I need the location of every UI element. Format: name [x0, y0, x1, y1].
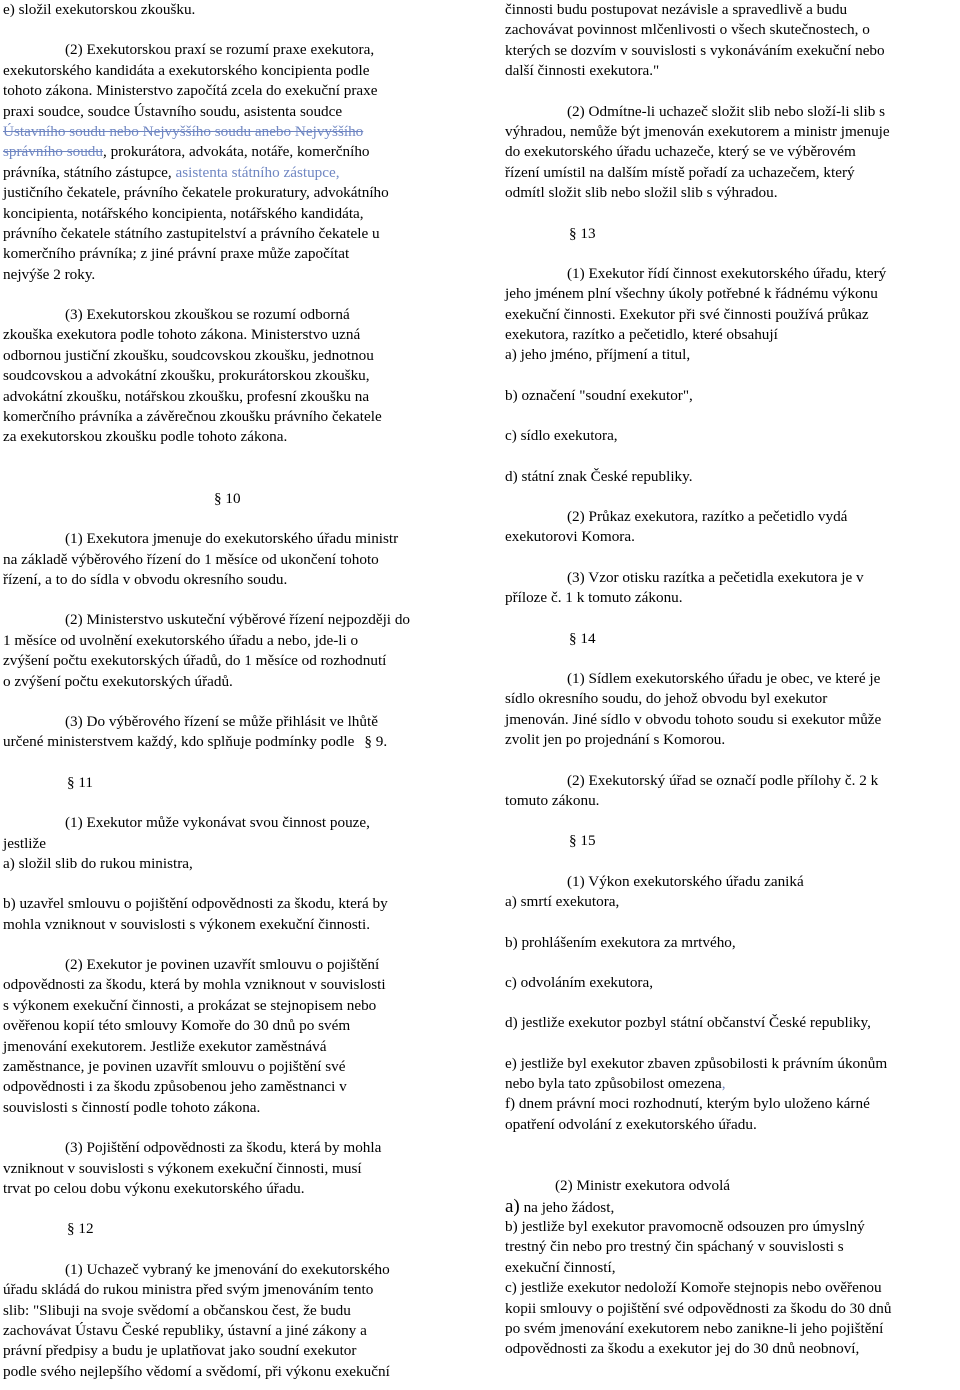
paragraph-line: trvat po celou dobu výkonu exekutorského úřadu.	[3, 1179, 305, 1197]
paragraph-line: exekutorského kandidáta a exekutorského koncipienta podle	[3, 61, 370, 79]
paragraph-line: f) dnem právní moci rozhodnutí, kterým bylo uloženo kárné	[505, 1095, 870, 1113]
right-column	[505, 0, 957, 1360]
paragraph-line: trestný čin nebo pro trestný čin spáchaný v souvislosti s	[505, 1238, 844, 1256]
paragraph-line: b) uzavřel smlouvu o pojištění odpovědnosti za škodu, která by	[3, 895, 388, 913]
paragraph-line	[3, 142, 455, 162]
section-10-paragraph-1	[3, 529, 455, 590]
paragraph-line: s výkonem exekuční činnosti, a prokázat se stejnopisem nebo	[3, 996, 377, 1014]
paragraph-line: za exekutorskou zkoušku podle tohoto zákona.	[3, 428, 288, 446]
paragraph-line: a) jeho jméno, příjmení a titul,	[505, 346, 691, 364]
paragraph-line: (2) Exekutorskou praxí se rozumí praxe exekutora,	[65, 41, 375, 59]
section-15-paragraph-1	[505, 872, 957, 1136]
paragraph-line: slib: "Slibuji na svoje svědomí a občanskou čest, že budu	[3, 1301, 351, 1319]
paragraph-line: exekuční činnosti. Exekutor při své činnosti používá průkaz	[505, 305, 869, 323]
paragraph-line: mohla vzniknout v souvislosti s výkonem exekuční činnosti.	[3, 915, 370, 933]
struck-text: Ústavního soudu nebo Nejvyššího soudu anebo Nejvyššího	[3, 122, 364, 140]
paragraph-line: (1) Exekutora jmenuje do exekutorského úřadu ministr	[65, 530, 399, 548]
paragraph-line: d) jestliže exekutor pozbyl státní občanství České republiky,	[505, 1014, 871, 1032]
section-9-paragraph-2	[3, 40, 455, 285]
paragraph-line: (3) Vzor otisku razítka a pečetidla exekutora je v	[567, 568, 864, 586]
section-15-paragraph-2	[505, 1176, 957, 1360]
section-11-paragraph-3	[3, 1138, 455, 1199]
paragraph-line: odmítl složit slib nebo složil slib s výhradou.	[505, 184, 778, 202]
paragraph-line: advokátní zkoušku, notářskou zkoušku, profesní zkoušku na	[3, 387, 370, 405]
section-heading-10: § 10	[214, 489, 241, 507]
paragraph-line: do exekutorského úřadu uchazeče, který se ve výběrovém	[505, 143, 856, 161]
paragraph-line: exekuční činností,	[505, 1258, 616, 1276]
paragraph-line: odpovědnosti i za škodu způsobenou jeho zaměstnanci v	[3, 1078, 347, 1096]
paragraph-line: c) jestliže exekutor nedoloží Komoře stejnopis nebo ověřenou	[505, 1279, 882, 1297]
paragraph-line: zkouška exekutora podle tohoto zákona. Ministerstvo uzná	[3, 326, 361, 344]
paragraph-line: a) smrtí exekutora,	[505, 893, 620, 911]
section-heading-11: § 11	[67, 773, 94, 791]
paragraph-line	[505, 1197, 957, 1217]
paragraph-line: právní předpisy a budu je uplatňovat jako soudní exekutor	[3, 1342, 357, 1360]
paragraph-line: (1) Výkon exekutorského úřadu zaniká	[567, 872, 804, 890]
paragraph-line: b) prohlášením exekutora za mrtvého,	[505, 933, 736, 951]
paragraph-line: komerčního právníka; z jiné právní praxe může započítat	[3, 245, 350, 263]
section-13-paragraph-1	[505, 264, 957, 487]
paragraph-line: zachovávat Ústavu České republiky, ústavní a jiné zákony a	[3, 1321, 367, 1339]
paragraph-line: právního čekatele státního zastupitelství a právního čekatele u	[3, 224, 380, 242]
paragraph-line: 1 měsíce od uvolnění exekutorského úřadu a nebo, jde-li o	[3, 631, 359, 649]
paragraph-line: d) státní znak České republiky.	[505, 467, 693, 485]
paragraph-line	[3, 732, 455, 752]
paragraph-line: komerčního právníka a závěrečnou zkoušku právního čekatele	[3, 408, 382, 426]
paragraph-line: zvýšení počtu exekutorských úřadů, do 1 měsíce od rozhodnutí	[3, 652, 387, 670]
paragraph-line: (3) Pojištění odpovědnosti za škodu, která by mohla	[65, 1139, 382, 1157]
section-12-paragraph-2	[505, 102, 957, 204]
paragraph-line: vzniknout v souvislosti s výkonem exekuční činnosti, musí	[3, 1159, 362, 1177]
paragraph-line: (2) Exekutor je povinen uzavřít smlouvu o pojištění	[65, 956, 380, 974]
paragraph-line: souvislosti s činností podle tohoto zákona.	[3, 1098, 261, 1116]
paragraph-line: odbornou justiční zkoušku, soudcovskou zkoušku, jednotnou	[3, 346, 374, 364]
text-run: právníka, státního zástupce,	[3, 163, 176, 181]
paragraph-line: (2) Průkaz exekutora, razítko a pečetidlo vydá	[567, 508, 848, 526]
paragraph-line: jestliže	[3, 834, 47, 852]
paragraph-line: zaměstnance, je povinen uzavřít smlouvu o pojištění své	[3, 1058, 346, 1076]
paragraph-line: (1) Exekutor řídí činnost exekutorského úřadu, který	[567, 264, 887, 282]
paragraph-line: kopii smlouvy o pojištění své odpovědnosti za škodu do 30 dnů	[505, 1299, 892, 1317]
paragraph-line: tohoto zákona. Ministerstvo započítá zcela do exekuční praxe	[3, 82, 378, 100]
section-heading-15: § 15	[569, 832, 596, 850]
paragraph-line: exekutora, razítko a pečetidlo, které obsahují	[505, 326, 778, 344]
section-reference: § 9.	[364, 733, 388, 751]
paragraph-line: další činnosti exekutora."	[505, 62, 660, 80]
paragraph-line: odpovědnosti za škodu, která by mohla vzniknout v souvislosti	[3, 976, 386, 994]
paragraph-line: soudcovskou a advokátní zkoušku, prokurátorskou zkoušku,	[3, 367, 370, 385]
paragraph-line: praxi soudce, soudce Ústavního soudu, asistenta soudce	[3, 102, 343, 120]
text-run: určené ministerstvem každý, kdo splňuje podmínky podle	[3, 733, 355, 751]
section-heading-14: § 14	[569, 629, 596, 647]
left-column	[3, 0, 455, 1382]
paragraph-line: b) jestliže byl exekutor pravomocně odsouzen pro úmyslný	[505, 1218, 865, 1236]
paragraph-line: (1) Exekutor může vykonávat svou činnost pouze,	[65, 814, 370, 832]
paragraph-line: jmenování exekutorem. Jestliže exekutor zaměstnává	[3, 1037, 327, 1055]
paragraph-line: po svém jmenování exekutorem nebo zanikne-li jeho pojištění	[505, 1319, 884, 1337]
paragraph-line: o zvýšení počtu exekutorských úřadů.	[3, 672, 233, 690]
paragraph-line: (1) Uchazeč vybraný ke jmenování do exekutorského	[65, 1260, 390, 1278]
paragraph-line: justičního čekatele, právního čekatele prokuratury, advokátního	[3, 184, 389, 202]
text-run: , prokurátora, advokáta, notáře, komerčního	[102, 143, 370, 161]
paragraph-line	[505, 1074, 957, 1094]
paragraph-line: úřadu skládá do rukou ministra před svým jmenováním tento	[3, 1281, 374, 1299]
section-10-paragraph-3	[3, 712, 455, 753]
paragraph-line: (2) Ministr exekutora odvolá	[555, 1177, 731, 1195]
paragraph-line: sídlo okresního soudu, do jehož obvodu byl exekutor	[505, 690, 828, 708]
inserted-text: ,	[721, 1075, 726, 1093]
paragraph-line: (2) Exekutorský úřad se označí podle přílohy č. 2 k	[567, 771, 879, 789]
section-11-paragraph-2	[3, 955, 455, 1118]
paragraph-line: exekutorovi Komora.	[505, 528, 635, 546]
paragraph-line: odpovědnosti za škodu a exekutor jej do 30 dnů neobnoví,	[505, 1340, 860, 1358]
paragraph-line: opatření odvolání z exekutorského úřadu.	[505, 1115, 757, 1133]
paragraph-line: (2) Odmítne-li uchazeč složit slib nebo složí-li slib s	[567, 102, 886, 120]
paragraph-line: e) jestliže byl exekutor zbaven způsobilosti k právním úkonům	[505, 1054, 888, 1072]
section-14-paragraph-1	[505, 669, 957, 751]
struck-text: správního soudu	[3, 143, 103, 161]
section-10-paragraph-2	[3, 610, 455, 692]
section-12-paragraph-1-continued	[505, 0, 957, 82]
paragraph-line: zachovávat povinnost mlčenlivosti o všech skutečnostech, o	[505, 21, 870, 39]
paragraph-line: jeho jménem plní všechny úkoly potřebné k řádnému výkonu	[505, 285, 878, 303]
paragraph-line: b) označení "soudní exekutor",	[505, 386, 693, 404]
text-run: na jeho žádost,	[519, 1198, 615, 1216]
list-letter: a)	[505, 1195, 520, 1217]
paragraph-line: nejvýše 2 roky.	[3, 265, 96, 283]
paragraph-line: zvolit jen po projednání s Komorou.	[505, 731, 726, 749]
section-9-paragraph-3	[3, 305, 455, 448]
paragraph-line: ověřenou kopií této smlouvy Komoře do 30 dnů po svém	[3, 1017, 351, 1035]
paragraph-line: e) složil exekutorskou zkoušku.	[3, 1, 196, 18]
section-heading-12: § 12	[67, 1220, 94, 1238]
paragraph-line: řízení umístil na dalším místě pořadí za uchazečem, který	[505, 163, 855, 181]
section-heading-13: § 13	[569, 224, 596, 242]
text-run: nebo byla tato způsobilost omezena	[505, 1075, 722, 1093]
paragraph-line: činnosti budu postupovat nezávisle a spravedlivě a budu	[505, 1, 848, 18]
section-13-paragraph-2	[505, 507, 957, 548]
paragraph-line: tomuto zákonu.	[505, 791, 600, 809]
paragraph-line: koncipienta, notářského koncipienta, notářského kandidáta,	[3, 204, 364, 222]
inserted-text: asistenta státního zástupce,	[175, 163, 340, 181]
paragraph-line: (2) Ministerstvo uskuteční výběrové řízení nejpozději do	[65, 611, 411, 629]
paragraph-line: c) odvoláním exekutora,	[505, 973, 654, 991]
section-14-paragraph-2	[505, 771, 957, 812]
paragraph-line: kterých se dozvím v souvislosti s vykonáváním exekuční nebo	[505, 41, 885, 59]
paragraph-line: (3) Exekutorskou zkouškou se rozumí odborná	[65, 306, 350, 324]
paragraph-line: (3) Do výběrového řízení se může přihlásit ve lhůtě	[65, 712, 378, 730]
paragraph-line: výhradou, nemůže být jmenován exekutorem a ministr jmenuje	[505, 122, 890, 140]
paragraph-line: (1) Sídlem exekutorského úřadu je obec, ve které je	[567, 669, 881, 687]
section-13-paragraph-3	[505, 568, 957, 609]
paragraph-line: podle svého nejlepšího vědomí a svědomí, při výkonu exekuční	[3, 1362, 390, 1380]
paragraph-line: a) složil slib do rukou ministra,	[3, 854, 193, 872]
paragraph-line	[3, 163, 455, 183]
paragraph-line: příloze č. 1 k tomuto zákonu.	[505, 589, 683, 607]
paragraph-line: na základě výběrového řízení do 1 měsíce od ukončení tohoto	[3, 550, 379, 568]
paragraph-line: c) sídlo exekutora,	[505, 427, 618, 445]
section-11-paragraph-1	[3, 813, 455, 935]
paragraph-line: řízení, a to do sídla v obvodu okresního soudu.	[3, 570, 288, 588]
section-12-paragraph-1	[3, 1260, 455, 1382]
paragraph-line: jmenován. Jiné sídlo v obvodu tohoto soudu si exekutor může	[505, 710, 882, 728]
